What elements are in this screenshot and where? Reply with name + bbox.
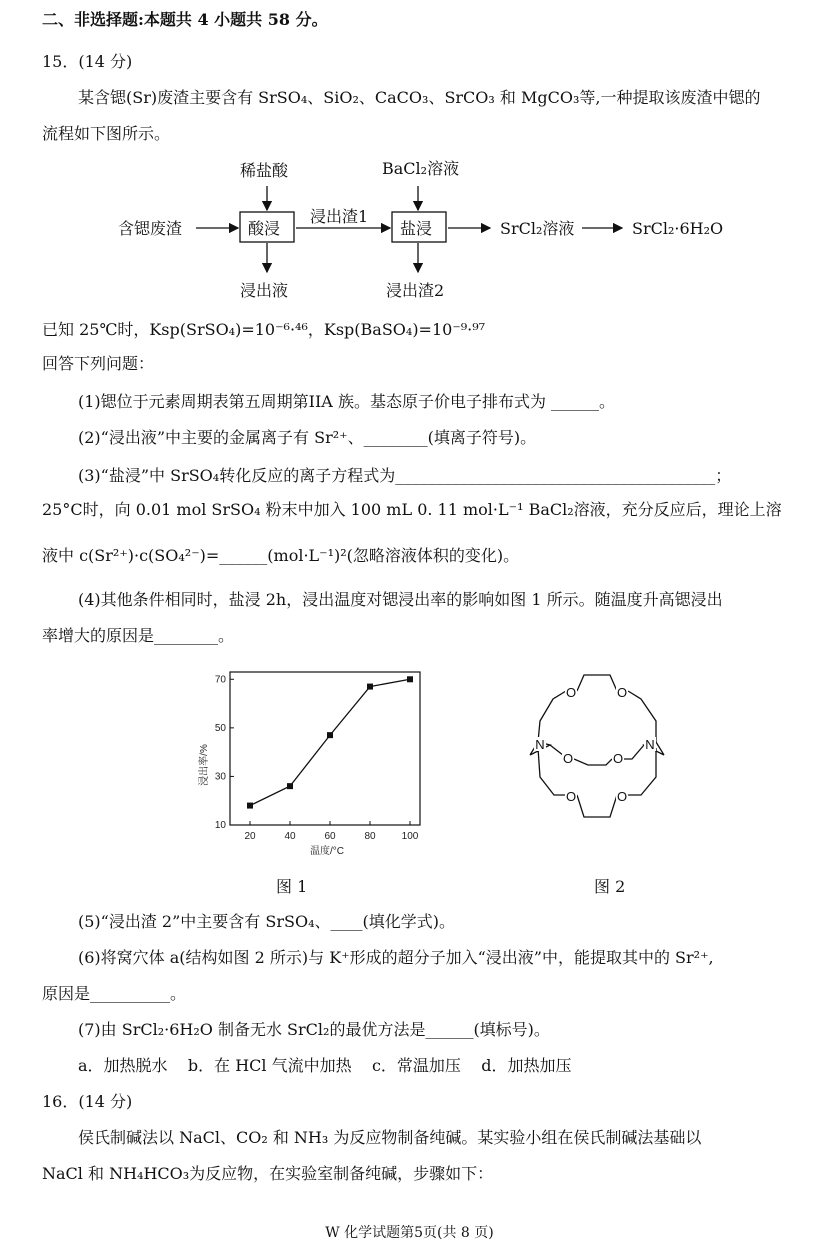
q16-line-1: 侯氏制碱法以 NaCl、CO₂ 和 NH₃ 为反应物制备纯碱。某实验小组在侯氏制碱法基础以 xyxy=(78,1128,702,1147)
flow-below-1: 浸出液 xyxy=(240,281,289,300)
section-header: 二、非选择题:本题共 4 小题共 58 分。 xyxy=(42,10,328,29)
q15-options: a．加热脱水 b．在 HCl 气流中加热 c．常温加压 d．加热加压 xyxy=(78,1056,572,1075)
q15-part-1: (1)锶位于元素周期表第五周期第IIA 族。基态原子价电子排布式为 ______。 xyxy=(78,392,616,411)
oxygen-atom-label: O xyxy=(616,685,628,700)
flow-diagram xyxy=(100,150,740,310)
q15-intro-2: 流程如下图所示。 xyxy=(42,124,171,143)
q15-part-2: (2)“浸出液”中主要的金属离子有 Sr²⁺、________(填离子符号)。 xyxy=(78,428,537,447)
chart-y-tick-label: 50 xyxy=(214,722,226,734)
figure-1-chart xyxy=(190,660,430,860)
oxygen-atom-label: O xyxy=(616,789,628,804)
flow-reagent-1: 稀盐酸 xyxy=(240,161,289,180)
q16-number: 16．(14 分) xyxy=(42,1092,133,1111)
flow-reagent-2: BaCl₂溶液 xyxy=(382,159,460,178)
q15-known: 已知 25℃时，Ksp(SrSO₄)=10⁻⁶·⁴⁶，Ksp(BaSO₄)=10⁻⁹·⁹⁷ xyxy=(42,320,486,339)
chart-x-tick-label: 80 xyxy=(364,831,376,842)
figure-2-cryptand-structure xyxy=(500,655,710,865)
chart-x-tick-label: 60 xyxy=(324,831,336,842)
q15-part-6b: 原因是__________。 xyxy=(42,984,187,1003)
chart-data-point xyxy=(287,783,293,789)
flow-output-2: SrCl₂·6H₂O xyxy=(632,219,724,238)
flow-mid-label: 浸出渣1 xyxy=(310,207,369,226)
q15-part-6a: (6)将窝穴体 a(结构如图 2 所示)与 K⁺形成的超分子加入“浸出液”中，能提取其中的 Sr²⁺, xyxy=(78,948,714,967)
chart-data-point xyxy=(367,684,373,690)
figure-1-caption: 图 1 xyxy=(276,877,308,896)
q15-part-5: (5)“浸出渣 2”中主要含有 SrSO₄、____(填化学式)。 xyxy=(78,912,455,931)
chart-x-tick-label: 100 xyxy=(401,831,419,842)
oxygen-atom-label: O xyxy=(565,789,577,804)
q15-part-3b: 25°C时，向 0.01 mol SrSO₄ 粉末中加入 100 mL 0. 11 mol·L⁻¹ BaCl₂溶液，充分反应后，理论上溶 xyxy=(42,500,782,519)
chart-x-tick-label: 40 xyxy=(284,831,296,842)
oxygen-atom-label: O xyxy=(565,685,577,700)
page-footer: W 化学试题第5页(共 8 页) xyxy=(325,1225,494,1241)
chart-y-tick-label: 30 xyxy=(214,771,226,783)
chart-data-point xyxy=(327,732,333,738)
q15-part-4b: 率增大的原因是________。 xyxy=(42,626,235,645)
figure-2-caption: 图 2 xyxy=(594,877,626,896)
q15-answer-prompt: 回答下列问题： xyxy=(42,354,155,373)
q15-part-7: (7)由 SrCl₂·6H₂O 制备无水 SrCl₂的最优方法是______(填标号)。 xyxy=(78,1020,550,1039)
q15-intro-1: 某含锶(Sr)废渣主要含有 SrSO₄、SiO₂、CaCO₃、SrCO₃ 和 MgCO₃等,一种提取该废渣中锶的 xyxy=(78,88,761,107)
flow-start: 含锶废渣 xyxy=(118,219,183,238)
chart-x-tick-label: 20 xyxy=(244,831,256,842)
q15-number: 15．(14 分) xyxy=(42,52,133,71)
oxygen-atom-label: O xyxy=(612,751,624,766)
chart-series-line xyxy=(250,679,410,805)
chart-y-tick-label: 10 xyxy=(214,820,226,831)
flow-box-2-label: 盐浸 xyxy=(400,219,433,238)
chart-y-axis-label: 浸出率/% xyxy=(199,744,210,786)
nitrogen-atom-label: N xyxy=(535,737,545,752)
chart-data-point xyxy=(247,803,253,809)
q15-part-3a: (3)“盐浸”中 SrSO₄转化反应的离子方程式为________________________________________； xyxy=(78,466,732,485)
chart-x-axis-label: 温度/°C xyxy=(310,846,344,857)
oxygen-atom-label: O xyxy=(562,751,574,766)
flow-below-2: 浸出渣2 xyxy=(386,281,445,300)
chart-data-point xyxy=(407,676,413,682)
q16-line-2: NaCl 和 NH₄HCO₃为反应物，在实验室制备纯碱，步骤如下： xyxy=(42,1164,494,1183)
flow-box-1-label: 酸浸 xyxy=(248,219,281,238)
q15-part-3c: 液中 c(Sr²⁺)·c(SO₄²⁻)=______(mol·L⁻¹)²(忽略溶液体积的变化)。 xyxy=(42,546,520,565)
flow-output-1: SrCl₂溶液 xyxy=(500,219,575,238)
nitrogen-atom-label: N xyxy=(645,737,655,752)
q15-part-4a: (4)其他条件相同时，盐浸 2h，浸出温度对锶浸出率的影响如图 1 所示。随温度升高锶浸出 xyxy=(78,590,723,609)
chart-y-tick-label: 70 xyxy=(214,674,226,686)
